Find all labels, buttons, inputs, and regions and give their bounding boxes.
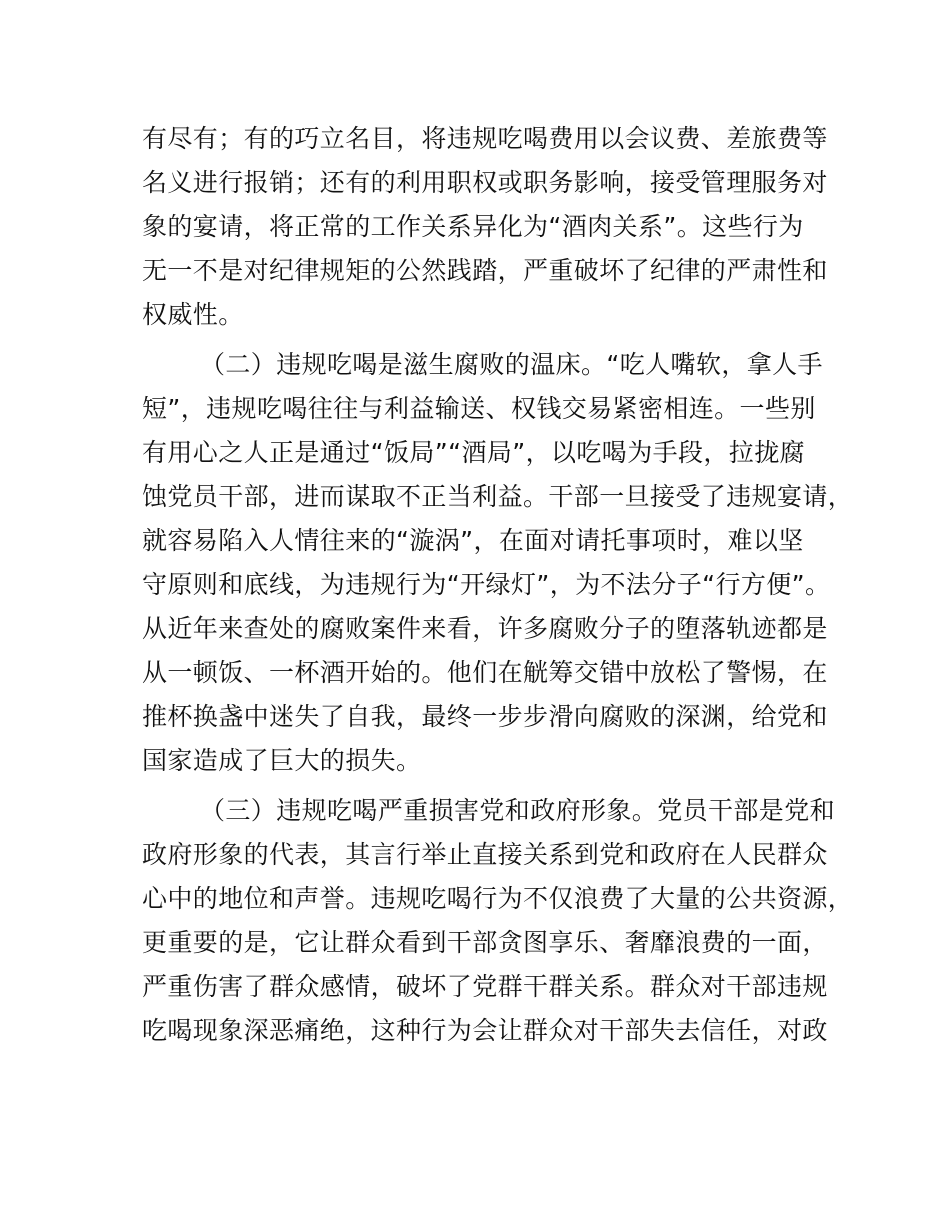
paragraph-2-line-8: 从一顿饭、一杯酒开始的。他们在觥筹交错中放松了警惕，在: [142, 658, 828, 687]
paragraph-1-line-4: 无一不是对纪律规矩的公然践踏，严重破坏了纪律的严肃性和: [142, 256, 828, 285]
paragraph-1-line-1: 有尽有；有的巧立名目，将违规吃喝费用以会议费、差旅费等: [142, 124, 828, 153]
paragraph-2-line-2: 短”，违规吃喝往往与利益输送、权钱交易紧密相连。一些别: [142, 394, 816, 423]
paragraph-2-line-4: 蚀党员干部，进而谋取不正当利益。干部一旦接受了违规宴请，: [142, 482, 854, 511]
paragraph-3-line-1: （三）违规吃喝严重损害党和政府形象。党员干部是党和: [200, 796, 836, 825]
paragraph-3-line-6: 吃喝现象深恶痛绝，这种行为会让群众对干部失去信任，对政: [142, 1016, 828, 1045]
paragraph-3-line-2: 政府形象的代表，其言行举止直接关系到党和政府在人民群众: [142, 840, 828, 869]
paragraph-1-line-3: 象的宴请，将正常的工作关系异化为“酒肉关系”。这些行为: [142, 212, 804, 241]
paragraph-2-line-10: 国家造成了巨大的损失。: [142, 746, 422, 775]
paragraph-2-line-7: 从近年来查处的腐败案件来看，许多腐败分子的堕落轨迹都是: [142, 614, 828, 643]
paragraph-3-line-4: 更重要的是，它让群众看到干部贪图享乐、奢靡浪费的一面，: [142, 928, 828, 957]
paragraph-2-line-1: （二）违规吃喝是滋生腐败的温床。“吃人嘴软，拿人手: [200, 350, 823, 379]
paragraph-2-line-6: 守原则和底线，为违规行为“开绿灯”，为不法分子“行方便”。: [142, 570, 831, 599]
paragraph-1-line-5: 权威性。: [142, 300, 244, 329]
paragraph-2-line-3: 有用心之人正是通过“饭局”“酒局”，以吃喝为手段，拉拢腐: [142, 438, 806, 467]
paragraph-2-line-9: 推杯换盏中迷失了自我，最终一步步滑向腐败的深渊，给党和: [142, 702, 828, 731]
paragraph-3-line-5: 严重伤害了群众感情，破坏了党群干群关系。群众对干部违规: [142, 972, 828, 1001]
paragraph-1-line-2: 名义进行报销；还有的利用职权或职务影响，接受管理服务对: [142, 168, 828, 197]
paragraph-3-line-3: 心中的地位和声誉。违规吃喝行为不仅浪费了大量的公共资源，: [142, 884, 854, 913]
paragraph-2-line-5: 就容易陷入人情往来的“漩涡”，在面对请托事项时，难以坚: [142, 526, 804, 555]
